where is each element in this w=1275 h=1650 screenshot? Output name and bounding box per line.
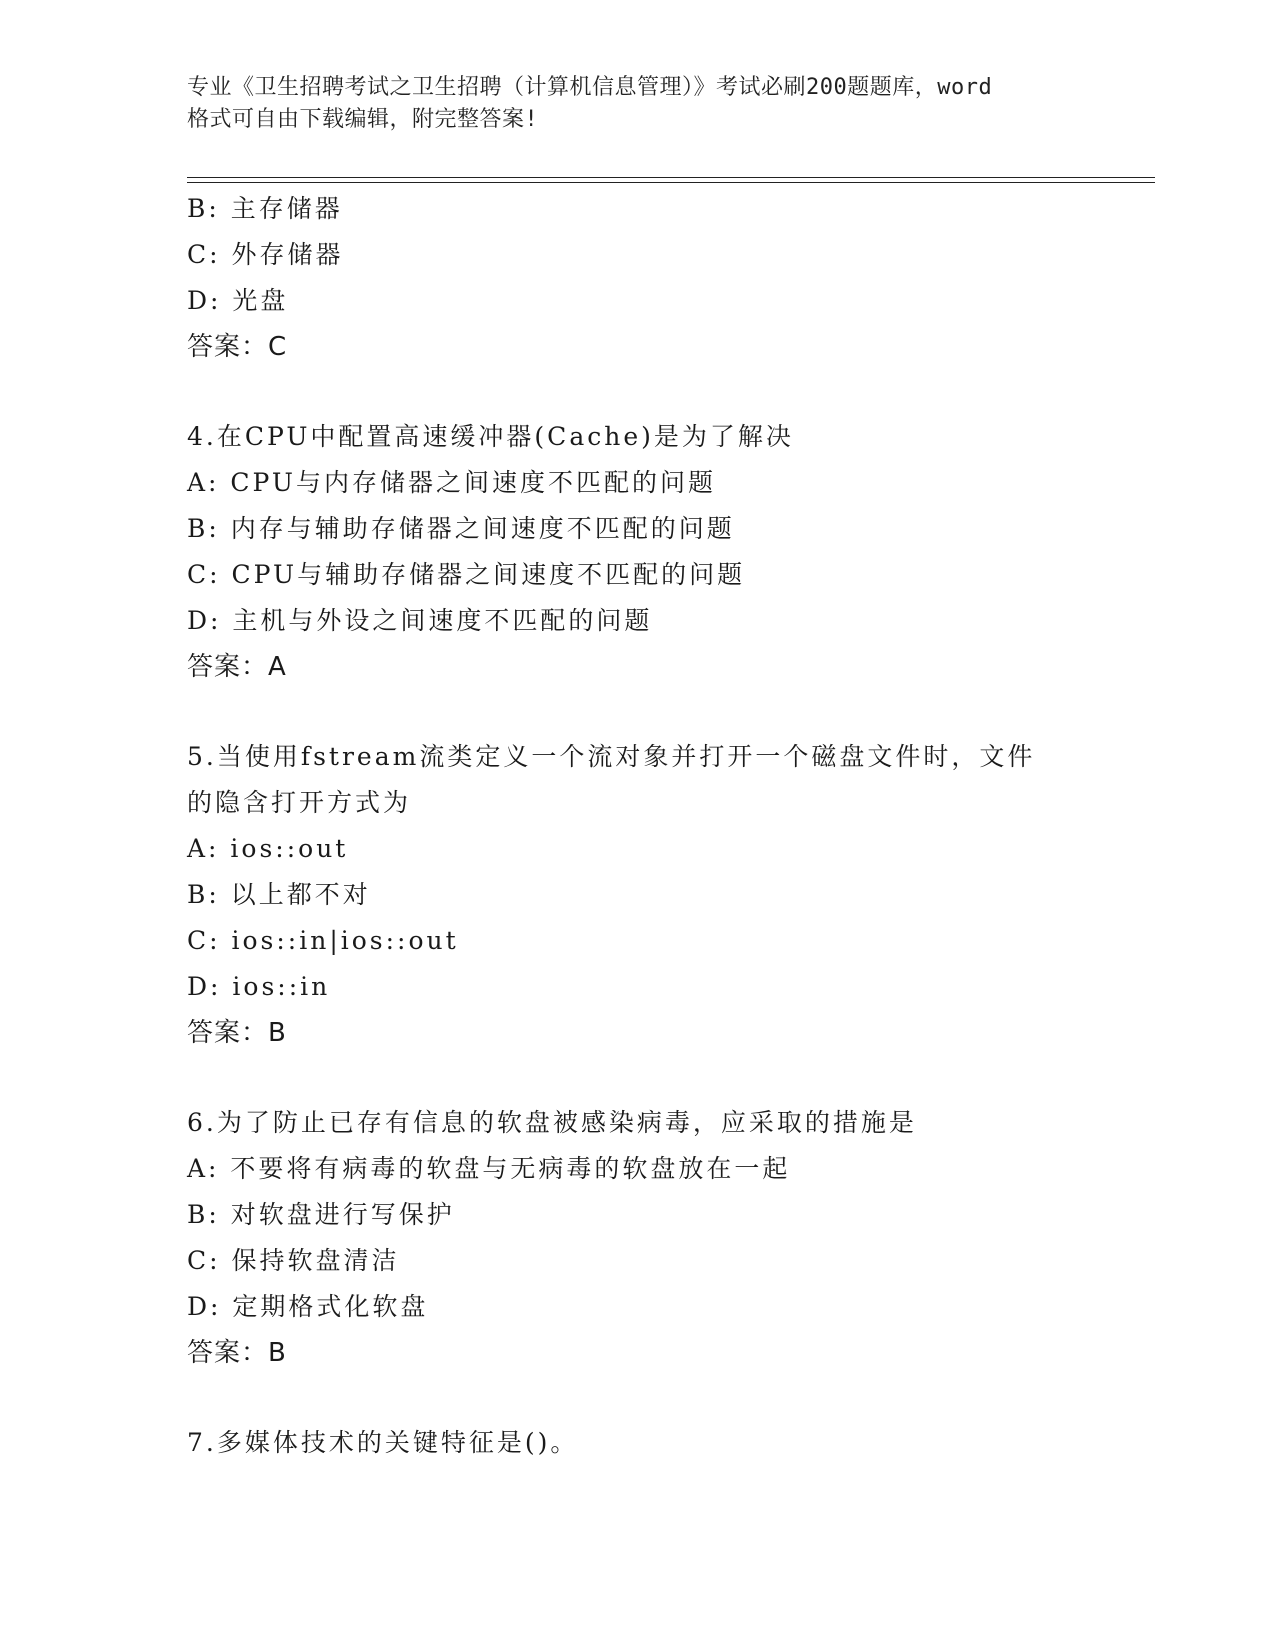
question-7 (187, 1420, 1087, 1466)
q4-stem: 4.在CPU中配置高速缓冲器(Cache)是为了解决 (187, 422, 794, 451)
q6-option-b: B: 对软盘进行写保护 (187, 1200, 455, 1229)
question-list (187, 186, 1087, 1466)
q5-option-a: A: ios::out (187, 834, 349, 863)
q3-option-d: D: 光盘 (187, 286, 289, 315)
q4-option-b: B: 内存与辅助存储器之间速度不匹配的问题 (187, 514, 735, 543)
q4-option-a: A: CPU与内存储器之间速度不匹配的问题 (187, 468, 717, 497)
header-title-line2: 格式可自由下载编辑，附完整答案! (187, 107, 539, 132)
question-4 (187, 414, 1087, 690)
q3-option-c: C: 外存储器 (187, 240, 344, 269)
q5-option-d: D: ios::in (187, 972, 331, 1001)
q4-option-c: C: CPU与辅助存储器之间速度不匹配的问题 (187, 560, 746, 589)
question-5 (187, 734, 1087, 1056)
q6-answer: 答案：B (187, 1338, 287, 1368)
q4-answer: 答案：A (187, 652, 287, 682)
document-header (187, 72, 1087, 136)
q5-stem-line1: 5.当使用fstream流类定义一个流对象并打开一个磁盘文件时，文件 (187, 742, 1036, 771)
q3-option-b: B: 主存储器 (187, 194, 343, 223)
spacer (187, 1056, 1087, 1100)
q3-answer: 答案：C (187, 332, 288, 362)
q5-option-b: B: 以上都不对 (187, 880, 371, 909)
spacer (187, 370, 1087, 414)
q7-stem: 7.多媒体技术的关键特征是()。 (187, 1428, 579, 1457)
header-divider-top (187, 177, 1155, 178)
q6-option-d: D: 定期格式化软盘 (187, 1292, 429, 1321)
q5-option-c: C: ios::in|ios::out (187, 926, 459, 955)
spacer (187, 1376, 1087, 1420)
question-6 (187, 1100, 1087, 1376)
q6-option-c: C: 保持软盘清洁 (187, 1246, 400, 1275)
q4-option-d: D: 主机与外设之间速度不匹配的问题 (187, 606, 653, 635)
spacer (187, 690, 1087, 734)
header-title-line1: 专业《卫生招聘考试之卫生招聘（计算机信息管理）》考试必刷200题题库，word (187, 75, 993, 100)
q5-answer: 答案：B (187, 1018, 287, 1048)
question-3 (187, 186, 1087, 370)
q6-option-a: A: 不要将有病毒的软盘与无病毒的软盘放在一起 (187, 1154, 791, 1183)
header-divider-bottom (187, 182, 1155, 183)
q6-stem: 6.为了防止已存有信息的软盘被感染病毒，应采取的措施是 (187, 1108, 917, 1137)
q5-stem-line2: 的隐含打开方式为 (187, 788, 412, 817)
